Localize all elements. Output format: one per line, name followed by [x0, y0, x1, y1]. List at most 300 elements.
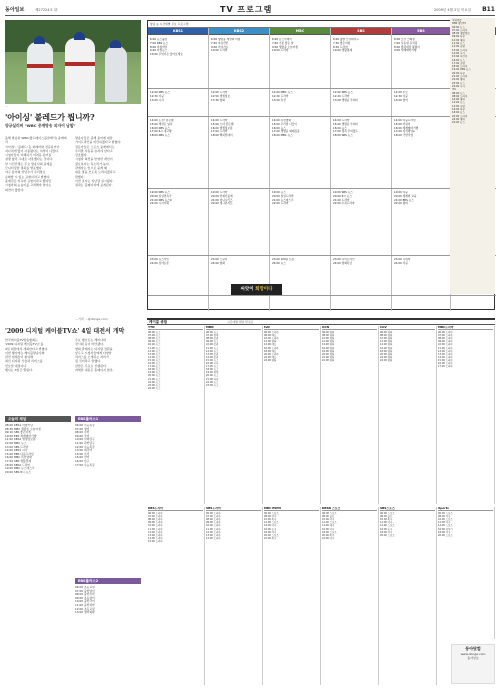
promo-box [451, 644, 495, 684]
article-line: '아이싱', '볼레드' 등 외래어와 전문용어가 [5, 144, 60, 149]
cable-program: 14:00 배구 [322, 524, 335, 528]
cable-program: 10:00 스포츠 [438, 518, 453, 522]
program-entry: 21:00 EBS 뉴스 [394, 197, 414, 202]
sidebar-item: 09:00 다큐 [452, 35, 465, 39]
cable-program: 09:00 드라마 [148, 521, 163, 525]
listing-item: 16:00 탐구 [75, 458, 90, 463]
sidebar-item: 22:00 영화 [452, 78, 465, 82]
program-entry: 15:00 스타 골든벨 [211, 121, 234, 126]
sidebar-item: 13:00 드라마 [452, 48, 468, 52]
article-line: 자세한 내용은 홈페이지 참조. [75, 368, 114, 373]
cable-program: 23:00 뉴스 [148, 383, 161, 387]
cable-program: 16:00 농구 [380, 527, 393, 531]
cable-program: 09:00 드라마 [206, 521, 221, 525]
feature-article-col1 [5, 136, 69, 296]
program-entry: 7:00 딩동댕 유치원 [394, 40, 418, 45]
cable-program: 15:00 드라마 [438, 358, 453, 362]
article-line: 주요 행사로는 세미나와 [75, 338, 106, 342]
cable-channel-name: KBS드라마 [148, 507, 203, 511]
sidebar-item: 06:00 뉴스 [452, 25, 465, 29]
cable-program: 08:00 야구 [438, 515, 451, 519]
listing-header-b: EBS플러스1 [75, 416, 141, 422]
cable-channel-name: Xports [438, 507, 493, 511]
schedule-band [148, 89, 496, 117]
second-article-col2 [75, 338, 139, 408]
program-entry: 12:30 다큐 [150, 93, 164, 98]
cable-channel [379, 507, 437, 685]
program-entry: 22:00 개그콘서트 [211, 201, 233, 206]
program-entry: 9:00 이야기쇼 [211, 44, 229, 49]
article-line: '2009 디지털 케이블TV쇼'를 [5, 342, 44, 347]
cable-program: 10:00 드라마 [264, 337, 279, 341]
second-headline: '2009 디지털 케이블TV쇼' 4일 대전서 개막 [5, 328, 125, 335]
cable-program: 07:00 경제 [206, 334, 219, 338]
feature-photo [5, 20, 141, 104]
listing-item: 20:00 SBS 8시 뉴스 [5, 469, 32, 474]
listing-item: 07:00 영어 [75, 426, 90, 431]
listing-item: 11:00 과학탐구 [75, 440, 95, 445]
cable-program: 06:00 스포츠 [322, 512, 337, 516]
listing-item: 07:00 중학영어 [75, 588, 95, 593]
program-entry: 13:00 시사 [150, 97, 164, 102]
sidebar-item: 17:00 교양 [452, 61, 465, 65]
schedule-cell [211, 91, 268, 116]
schedule-cell [394, 191, 449, 255]
listing-item: 09:10 SBS 좋은아침 [5, 430, 32, 435]
program-entry: 13:00 특선 [272, 97, 286, 102]
cable-program: 11:00 뉴스 [206, 346, 219, 350]
cable-program: 14:00 스포츠 [438, 524, 453, 528]
program-entry: 12:30 다큐 [394, 93, 408, 98]
program-entry: 19:00 드라마 [211, 191, 228, 194]
program-entry: 16:00 세계테마기행 [394, 125, 419, 130]
program-entry: 12:00 부모 [394, 91, 408, 94]
article-line: 될 것이라고 말했다. [75, 359, 102, 364]
schedule-cell [272, 119, 329, 188]
advert-box [231, 284, 282, 295]
photo-player-center [65, 38, 95, 104]
publication-name: 동아일보 [5, 7, 25, 13]
cable-program: 24:00 영화 [322, 358, 335, 362]
cable-program: 12:00 스포츠 [264, 521, 279, 525]
program-entry: 7:50 기분 좋은 날 [272, 40, 294, 45]
program-entry: 15:00 우리말 나들이 [272, 121, 298, 126]
cable-channel-name: YTN [148, 326, 203, 330]
schedule-cell [333, 119, 390, 188]
cable-note: 시간대별 채널 편성표 [227, 320, 254, 324]
section-title: TV 프로그램 [220, 5, 273, 14]
schedule-cell [272, 38, 329, 88]
cable-program: 12:00 야구 [438, 521, 451, 525]
cable-program: 07:00 드라마 [206, 515, 221, 519]
cable-program: 07:00 드라마 [438, 334, 453, 338]
cable-program: 18:00 영화 [322, 349, 335, 353]
sidebar-item: 14:00 교양 [452, 104, 465, 108]
program-entry: 21:00 미니시리즈 [211, 197, 233, 202]
cable-program: 08:00 증권 [206, 337, 219, 341]
sidebar-item: 22:00 영화 [452, 117, 465, 121]
listing-item: 15:00 EBS 다큐프라임 [5, 451, 34, 456]
schedule-cell [150, 191, 207, 255]
program-entry: 24:00 심야토론 [150, 260, 169, 265]
masthead [5, 4, 495, 16]
cable-program: 06:00 스포츠 [380, 512, 395, 516]
listing-item: 13:00 외국어 [75, 448, 93, 453]
cable-channel-name: tvN [264, 326, 319, 330]
listing-item: 11:00 중학과학 [75, 602, 95, 607]
cable-program: 20:00 영화 [380, 352, 393, 356]
program-entry: 10:00 생활경제 [333, 48, 352, 53]
cable-program: 20:00 스포츠 [264, 533, 279, 537]
channel-header: EBS [392, 28, 450, 34]
cable-program: 16:00 시사 [206, 362, 219, 366]
article-line: 의견이 많았다. [5, 187, 25, 192]
cable-program: 08:00 영화 [380, 334, 393, 338]
article-line: 야구 용어의 상당수가 우리말로 [5, 170, 46, 175]
photo-stripe-center [65, 62, 95, 66]
photo-stripe-left [27, 64, 53, 68]
promo-line-1: www.donga.com [460, 651, 486, 656]
program-entry: 12:20 드라마 [333, 93, 350, 98]
listing-item: 10:00 EBS 세계테마기행 [5, 433, 37, 438]
article-line: 필요하다는 목소리가 높다. [75, 161, 110, 166]
cable-channel-name: SBS드라마 [206, 507, 261, 511]
cable-program: 08:00 뉴스 [148, 337, 161, 341]
cable-program: 13:00 뉴스 [148, 352, 161, 356]
cable-program: 23:00 뉴스 [206, 383, 219, 387]
program-entry: 8:00 아침마당 [150, 44, 168, 49]
cable-program: 08:00 골프 [322, 515, 335, 519]
issue-number: 제27224호 ㉻ [35, 8, 58, 12]
cable-program: 18:00 스포츠 [322, 530, 337, 534]
listing-item: 16:00 MBC 특선영화 [5, 455, 32, 460]
photo-helmet-center [74, 32, 85, 40]
sidebar-item: 12:00 교양 [452, 45, 465, 49]
cable-program: 12:00 드라마 [438, 349, 453, 353]
listing-item: 06:00 수능특강 [75, 424, 95, 427]
cable-program: 14:00 드라마 [206, 536, 221, 540]
cable-channel [437, 326, 495, 504]
cable-program: 07:00 뉴스 [148, 334, 161, 338]
schedule-cell [333, 191, 390, 255]
cable-program: 14:00 드라마 [148, 536, 163, 540]
cable-header [147, 318, 495, 325]
sidebar-item: 08:00 생활정보 [452, 32, 470, 36]
cable-program: 13:00 드라마 [206, 533, 221, 537]
schedule-cell [272, 191, 329, 255]
article-line: 관계자는 앞으로 중계 때 [75, 166, 107, 171]
program-entry: 18:00 KBS 뉴스 [150, 133, 170, 138]
program-entry: 18:00 해피선데이 [211, 133, 233, 138]
program-entry: 24:00 영화 [211, 260, 225, 265]
program-entry: 8:30 드라마 [333, 44, 348, 49]
program-entry: 14:00 드라마 [333, 119, 350, 122]
sidebar-item: 10:00 영화 [452, 38, 465, 42]
program-entry: 17:00 드라마 [211, 129, 228, 134]
cable-program: 10:00 드라마 [206, 524, 221, 528]
listing-c [75, 586, 141, 680]
program-entry: 20:00 일일드라마 [272, 193, 294, 198]
cable-program: 20:00 스포츠 [438, 533, 453, 537]
program-entry: 6:00 출발 모닝와이드 [333, 38, 359, 41]
sidebar-item: OBS 경인TV [452, 22, 467, 26]
sidebar-item: 06:00 뉴스 [452, 91, 465, 95]
sidebar-item: 08:00 드라마 [452, 94, 468, 98]
program-entry: 23:00 뉴스라인 [150, 258, 169, 261]
cable-program: 12:00 뉴스 [148, 349, 161, 353]
program-entry: 12:20 드라마 [272, 93, 289, 98]
cable-channel [321, 507, 379, 685]
schedule-cell [333, 38, 390, 88]
cable-program: 22:00 영화 [322, 355, 335, 359]
cable-program: 17:00 뉴스 [206, 365, 219, 369]
program-entry: 22:00 명의 [394, 201, 408, 206]
cable-program: 06:00 드라마 [264, 331, 279, 335]
cable-program: 16:00 드라마 [438, 362, 453, 366]
cable-program: 06:00 뉴스 [206, 331, 219, 335]
cable-program: 15:00 뉴스 [206, 358, 219, 362]
program-entry: 23:00 100분 토론 [272, 258, 295, 261]
program-entry: 19:00 SBS 뉴스 [333, 191, 353, 194]
cable-program: 10:00 축구 [380, 518, 393, 522]
issue-date: 2009년 4월 2일 목요일 [434, 8, 471, 12]
program-entry: 20:00 연예가중계 [211, 193, 233, 198]
cable-program: 18:00 예능 [264, 349, 277, 353]
program-entry: 14:00 다큐프라임 [394, 119, 416, 122]
article-line: 강조했다. [75, 153, 88, 158]
sidebar-item: 24:00 뉴스 [452, 121, 465, 125]
schedule-cell [150, 38, 207, 88]
cable-program: 10:00 축구 [264, 518, 277, 522]
sidebar-item: 24:00 시사 [452, 84, 465, 88]
program-entry: 7:50 여유만만 [211, 40, 229, 45]
listing-item: 08:00 중학수학 [75, 592, 95, 597]
cable-program: 10:00 영화 [322, 337, 335, 341]
listing-item: 19:00 MBC 뉴스데스크 [5, 466, 35, 471]
article-line: 중계진은 익숙한 표현이라고 했지만 [5, 178, 52, 183]
sidebar-item: 23:00 뉴스 [452, 81, 465, 85]
cable-program: 06:00 드라마 [206, 512, 221, 516]
article-line: 행사는 3일간 열린다. [5, 368, 33, 373]
cable-program: 24:00 영화 [264, 358, 277, 362]
second-article-col1 [5, 338, 69, 408]
listing-item: 13:00 영어회화 [75, 610, 95, 615]
cable-channel [437, 507, 495, 639]
program-entry: 21:00 뉴스데스크 [272, 197, 294, 202]
schedule-cell [150, 258, 207, 295]
photo-player-left [27, 42, 53, 102]
schedule-band [148, 189, 496, 256]
article-line: 시청자의 눈높이를 고려해야 한다는 [5, 183, 52, 188]
article-line: 선보일 예정이다. [5, 363, 28, 368]
cable-program: 06:00 뉴스 [148, 331, 161, 335]
program-entry: 14:00 도전! 골든벨 [150, 119, 174, 122]
program-entry: 21:00 KBS 뉴스9 [150, 197, 172, 202]
program-entry: 16:00 뉴스 [272, 125, 286, 130]
article-line: 이번 행사에는 케이블방송사와 [5, 350, 45, 355]
advert-text: 씨앗이 [240, 287, 256, 292]
sidebar-item: 07:00 드라마 [452, 28, 468, 32]
article-line: 방송사들은 중계 용어에 대한 [75, 136, 113, 140]
schedule-cell [211, 119, 268, 188]
cable-channel [263, 507, 321, 685]
cable-channel-name: MBC ESPN [264, 507, 319, 511]
cable-program: 18:00 야구 [264, 530, 277, 534]
article-line: 최신 디지털 기술과 서비스를 [5, 359, 43, 364]
cable-program: 08:00 드라마 [206, 518, 221, 522]
program-entry: 17:00 생방송 화제집중 [272, 129, 300, 134]
program-entry: 23:00 나이트라인 [333, 258, 355, 261]
listing-item: 09:00 국어 [75, 433, 90, 438]
article-line: 한국케이블TV방송협회는 [5, 338, 38, 342]
cable-program: 14:00 증권 [206, 355, 219, 359]
program-entry: 23:00 스펀지 [211, 258, 228, 261]
cable-program: 22:00 영화 [380, 355, 393, 359]
listing-b [75, 424, 141, 574]
cable-program: 16:00 영화 [380, 346, 393, 350]
program-entry: 13:00 영어 [394, 97, 408, 102]
cable-program: 18:00 영화 [380, 349, 393, 353]
cable-program: 20:00 뉴스 [206, 374, 219, 378]
cable-program: 21:00 뉴스 [148, 377, 161, 381]
cable-program: 20:00 스포츠 [380, 533, 395, 537]
cable-program: 13:00 드라마 [148, 533, 163, 537]
program-entry: 7:30 좋은아침 [333, 40, 351, 45]
program-entry: 12:00 드라마 [211, 91, 228, 94]
cable-channel [379, 326, 437, 504]
cable-program: 24:00 영화 [380, 358, 393, 362]
cable-program: 12:00 영화 [380, 340, 393, 344]
regional-sidebar [450, 18, 495, 294]
program-entry: 22:00 드라마 [272, 201, 289, 206]
program-entry: 20:00 일일연속극 [150, 193, 172, 198]
program-entry: 18:00 극한직업 [394, 133, 413, 138]
program-entry: 24:00 다큐 [394, 260, 408, 265]
sidebar-item: 16:00 다큐 [452, 108, 465, 112]
cable-program: 20:00 축구 [322, 533, 335, 537]
cable-program: 21:00 다큐 [206, 377, 219, 381]
sidebar-item: 18:00 뉴스 [452, 111, 465, 115]
cable-channel [205, 507, 263, 685]
program-entry: 14:00 드라마 [211, 119, 228, 122]
article-line: 결과는 홈페이지에 공개된다. [75, 183, 113, 188]
cable-program: 10:00 드라마 [438, 343, 453, 347]
program-entry: 10:00 드라마 [272, 48, 289, 53]
program-entry: 8:00 방귀대장 뿡뿡이 [394, 44, 420, 49]
program-entry: 16:00 생생정보통 [211, 125, 233, 130]
listing-item: 14:00 수리 [75, 451, 90, 456]
cable-program: 16:00 격투기 [438, 527, 453, 531]
sidebar-item: 14:00 시사 [452, 51, 465, 55]
cable-program: 22:00 축구 [264, 536, 277, 540]
cable-channel-name: SBS스포츠 [380, 507, 435, 511]
program-entry: 19:00 다큐 [394, 191, 408, 194]
sidebar-item: 16:00 뉴스 [452, 58, 465, 62]
cable-program: 16:00 영화 [322, 346, 335, 350]
program-entry: 22:00 시사기획 [150, 201, 169, 206]
schedule-cell [394, 38, 449, 88]
article-line: 한 시민단체는 주요 방송사의 중계를 [5, 161, 53, 166]
cable-program: 15:00 뉴스 [148, 358, 161, 362]
channel-header: SBS [331, 28, 391, 34]
schedule-cell [394, 91, 449, 116]
article-line: 전문가들은 스포츠 중계에서도 [75, 144, 115, 149]
cable-channel [205, 326, 263, 504]
listing-item: 09:00 초등영어 [75, 595, 95, 600]
listing-item: 08:00 KBS1 아침마당 [5, 424, 33, 427]
program-entry: 24:00 뉴스 [272, 260, 286, 265]
cable-program: 18:00 뉴스 [148, 368, 161, 372]
cable-program: 08:00 드라마 [148, 518, 163, 522]
program-entry: 20:00 8시 뉴스 [333, 193, 352, 198]
program-entry: 7:00 KBS 뉴스 [150, 40, 169, 45]
article-line: 지나치게 많이 사용됐다는 지적이 나왔다. [5, 148, 60, 153]
cable-program: 18:00 뉴스 [206, 368, 219, 372]
program-entry: 13:00 생방송 투데이 [333, 97, 359, 102]
article-line: 우리말 사용을 늘려야 한다고 [75, 148, 113, 153]
cable-program: 18:00 야구 [380, 530, 393, 534]
cable-schedule-grid [147, 326, 495, 687]
article-line: 올해 방송된 WBC(월드베이스볼클래식) 중계에서 [5, 136, 67, 145]
program-entry: 20:00 세계의 교육 [394, 193, 417, 198]
article-line: 전시회 등이 마련됐다. [75, 342, 104, 347]
program-entry: 9:00 생방송 오늘아침 [272, 44, 298, 49]
program-entry: 15:00 어린이 [394, 121, 411, 126]
sidebar-item: 12:00 뉴스 [452, 101, 465, 105]
cable-program: 14:00 뉴스 [148, 355, 161, 359]
listing-item: 12:00 초등교실 [75, 606, 95, 611]
schedule-cell [394, 119, 449, 188]
cable-program: 14:00 야구 [264, 524, 277, 528]
cable-program: 11:00 드라마 [438, 346, 453, 350]
sidebar-item: 21:00 드라마 [452, 75, 468, 79]
listing-item: 17:00 SBS 생활경제 [5, 458, 32, 463]
article-line: 가이드라인을 마련하겠다고 밝혔다. [75, 140, 122, 145]
cable-program: 14:00 영화 [380, 343, 393, 347]
sidebar-item: 20:00 드라마 [452, 114, 468, 118]
cable-program: 20:00 뉴스 [148, 374, 161, 378]
cable-program: 19:00 뉴스 [148, 371, 161, 375]
listing-item: 12:00 수능특강 [75, 444, 95, 449]
article-line: 순화할 수 있는 표현이라고 밝혔다. [5, 174, 51, 179]
article-line: 관람은 무료로 진행된다. [75, 363, 107, 368]
article-line: 협회 관계자는 디지털 전환을 [75, 346, 113, 351]
cable-program: 24:00 뉴스 [148, 386, 161, 390]
program-entry: 16:00 뉴스 [333, 125, 347, 130]
cable-program: 08:00 드라마 [438, 337, 453, 341]
listing-item: 10:00 중학국어 [75, 599, 95, 604]
cable-program: 12:00 영화 [322, 340, 335, 344]
program-entry: 18:00 SBS 뉴스 [333, 133, 353, 138]
program-entry: 9:40 아침뉴스 [150, 48, 168, 53]
cable-program: 12:00 스포츠 [322, 521, 337, 525]
article-line: 서비스를 소개하는 자리가 [75, 355, 109, 360]
cable-program: 13:00 드라마 [438, 352, 453, 356]
cable-program: 10:00 야구 [322, 518, 335, 522]
program-entry: 16:00 KBS 뉴스 [150, 125, 170, 130]
cable-program: 19:00 경제 [206, 371, 219, 375]
cable-program: 10:00 뉴스 [148, 343, 161, 347]
program-entry: 15:00 세상은 넓다 [150, 121, 173, 126]
article-line: 관련 업체들이 참여해 [5, 355, 33, 360]
sidebar-item: 20:00 다큐 [452, 71, 465, 75]
feature-headline: '아이싱' 볼레드가 뭡니까? [5, 112, 95, 122]
cable-program: 10:00 증권 [206, 343, 219, 347]
cable-program: 12:00 드라마 [148, 530, 163, 534]
cable-title: 케이블 종합 [149, 320, 168, 324]
program-entry: 22:00 수목드라마 [333, 201, 355, 206]
program-entry: 12:00 SBS 뉴스 [333, 91, 353, 94]
